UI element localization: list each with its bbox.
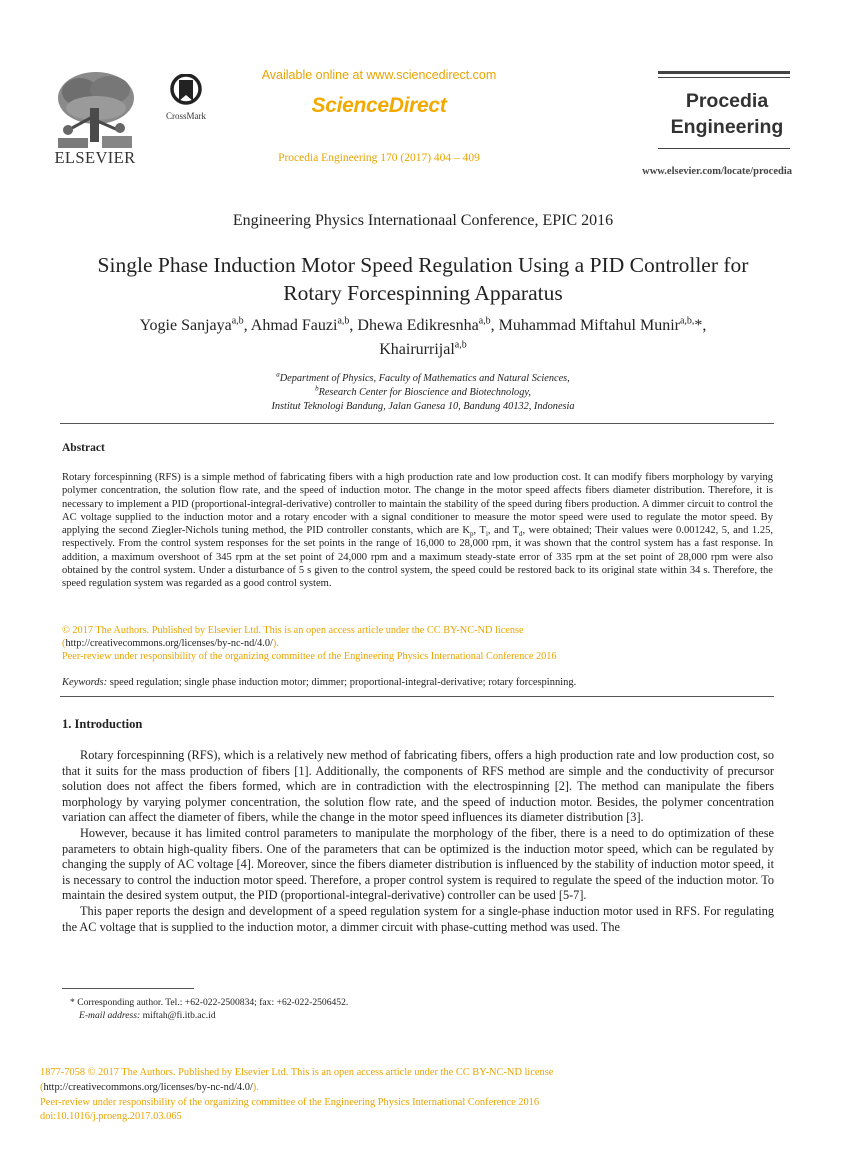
intro-paragraph: This paper reports the design and development of a speed regulation system for a single-phase induction motor used in RFS. For regulating the AC voltage that is supplied to the induction motor, a dimmer circuit with phase-cutting method was used. The — [62, 903, 774, 934]
intro-paragraph: Rotary forcespinning (RFS), which is a relatively new method of fabricating fibers, offers a high production rate and low production cost, so that it suits for the mass production of fibers [1]. Additionally, the components of RFS method are simple and the conductivity of precursor solution does not affect the fibers formed, which are in contradiction with the electrospinning [2]. The method can manipulate the fibers morphology by varying polymer concentration, the solution flow rate, and the speed of induction motor. Besides, the polymer concentration variation can affect the diameter of fibers, while the change in the motor speed influences its diameter distribution [3]. — [62, 748, 774, 825]
conference-name: Engineering Physics Internationaal Conference, EPIC 2016 — [232, 212, 614, 229]
keywords — [62, 677, 773, 688]
copyright-line: © 2017 The Authors. Published by Elsevier Ltd. This is an open access article under the CC BY-NC-ND license — [62, 625, 524, 636]
crossmark-label[interactable]: CrossMark — [166, 111, 206, 121]
affiliation-b — [60, 386, 786, 400]
footnote — [70, 996, 770, 1023]
abstract-top-rule — [60, 423, 774, 424]
author-name: Yogie Sanjaya — [139, 317, 232, 334]
affiliation-a-text: Department of Physics, Faculty of Mathematics and Natural Sciences, — [279, 373, 570, 384]
author-separator: *, — [694, 317, 707, 334]
footer-copyright: 1877-7058 © 2017 The Authors. Published by Elsevier Ltd. This is an open access article under the CC BY-NC-ND license — [40, 1067, 554, 1078]
journal-rule-thin — [658, 77, 790, 78]
sciencedirect-logo: ScienceDirect — [311, 94, 447, 117]
author-affiliation-sup: a,b — [454, 339, 467, 351]
author-name: Khairurrijal — [379, 341, 455, 358]
journal-name-line1: Procedia — [685, 90, 769, 112]
journal-url[interactable]: www.elsevier.com/locate/procedia — [642, 166, 792, 177]
peer-review-line: Peer-review under responsibility of the organizing committee of the Engineering Physics International Conference 2016 — [62, 651, 557, 663]
sub-p: p — [470, 530, 474, 539]
journal-rule-bottom — [658, 148, 790, 149]
paper-title-line2: Rotary Forcespinning Apparatus — [283, 281, 563, 305]
sub-i: i — [485, 530, 488, 539]
license-line — [62, 637, 773, 650]
keywords-label: Keywords: — [62, 677, 108, 688]
author-affiliation-sup: a,b, — [679, 315, 695, 327]
author-name: Muhammad Miftahul Munir — [498, 317, 680, 334]
email-address[interactable]: miftah@fi.itb.ac.id — [140, 1010, 216, 1022]
author-separator: , — [349, 317, 358, 334]
journal-rule-thick — [658, 71, 790, 74]
footer-license-link[interactable]: http://creativecommons.org/licenses/by-nc-nd/4.0/ — [43, 1081, 253, 1093]
email-label: E-mail address: — [79, 1010, 141, 1022]
abstract-bottom-rule — [60, 696, 774, 697]
footer-license-open: ( — [40, 1081, 44, 1093]
abstract-text-part3: , and T — [487, 525, 520, 536]
elsevier-tree-logo-icon — [50, 68, 138, 150]
abstract-license — [62, 624, 773, 664]
abstract-heading: Abstract — [62, 442, 105, 454]
footnote-rule — [62, 988, 194, 989]
footer-doi[interactable]: doi:10.1016/j.proeng.2017.03.065 — [40, 1111, 182, 1123]
footer-peer-review: Peer-review under responsibility of the organizing committee of the Engineering Physics International Conference 2016 — [40, 1096, 540, 1108]
abstract-text-part4: , were obtained; Their values were 0.001242, 5, and 1.25, respectively. From the control system responses for the set points in the range of 16,000 to 28,000 rpm, it was shown that the control system has a fast response. In addition, a maximum overshoot of 345 rpm at the set point of 24,000 rpm and a maximum steady-state error of 335 rpm at the set point of 28,000 rpm were also obtained by the control system. Under a disturbance of 5 s given to the control system, the speed could be restored back to its original state within 34 s. Therefore, the speed regulation system was regarded as a good control system. — [62, 525, 774, 589]
paper-title — [55, 251, 791, 307]
journal-name-line2: Engineering — [670, 116, 784, 138]
keywords-list: speed regulation; single phase induction motor; dimmer; proportional-integral-derivative; rotary forcespinning. — [107, 677, 577, 688]
affiliation-institution: Institut Teknologi Bandung, Jalan Ganesa 10, Bandung 40132, Indonesia — [271, 401, 575, 412]
journal-reference: Procedia Engineering 170 (2017) 404 – 409 — [278, 152, 480, 164]
license-open: ( — [62, 638, 66, 650]
license-link[interactable]: http://creativecommons.org/licenses/by-nc-nd/4.0/ — [65, 638, 273, 650]
author-list — [60, 314, 786, 362]
license-close: ). — [272, 638, 279, 650]
abstract-text-part1: Rotary forcespinning (RFS) is a simple method of fabricating fibers with a high production rate and low production cost. It can modify fibers morphology by varying polymer concentration, the solution flow rate, and the speed of induction motor. The change in the motor speed affects fibers diameter distribution. Therefore, it is necessary to implement a PID (proportional-integral-derivative) controller to maintain the stability of the speed during fibers production. A dimmer circuit to control the AC voltage supplied to the induction motor and a rotary encoder with a signal conditioner to measure the motor speed were used to regulate the motor speed. By applying the second Ziegler-Nichols tuning method, the PID controller constants, which are K — [62, 472, 773, 536]
author-separator: , — [243, 317, 251, 334]
crossmark-icon[interactable] — [170, 74, 202, 110]
affiliations — [60, 372, 786, 414]
email-line — [70, 1009, 770, 1022]
corresponding-author: * Corresponding author. Tel.: +62-022-2500834; fax: +62-022-2506452. — [70, 997, 349, 1008]
abstract-text-part2: , T — [473, 525, 486, 536]
publisher-name: ELSEVIER — [54, 148, 136, 167]
introduction-body — [62, 748, 774, 935]
author-affiliation-sup: a,b — [337, 315, 350, 327]
affiliation-a-label: a — [276, 370, 280, 379]
affiliation-b-label: b — [315, 384, 319, 393]
author-name: Dhewa Edikresnha — [357, 317, 479, 334]
abstract-body — [62, 471, 773, 590]
footer-license-close: ). — [252, 1081, 259, 1093]
paper-title-line1: Single Phase Induction Motor Speed Regulation Using a PID Controller for — [97, 253, 749, 277]
page-footer — [40, 1066, 760, 1125]
journal-name — [662, 88, 792, 140]
author-affiliation-sup: a,b — [478, 315, 491, 327]
section-heading-introduction: 1. Introduction — [62, 717, 143, 731]
author-separator: , — [490, 317, 499, 334]
affiliation-b-text: Research Center for Bioscience and Biotechnology, — [318, 387, 531, 398]
affiliation-a — [60, 372, 786, 386]
footer-license-line — [40, 1081, 760, 1096]
intro-paragraph: However, because it has limited control parameters to manipulate the morphology of the fiber, there is a need to do optimization of these parameters to obtain high-quality fibers. One of the parameters that can be optimized is the induction motor speed, which can be regulated by changing the supply of AC voltage [4]. Moreover, since the fibers diameter distribution is influenced by the stability of induction motor speed, it is necessary to control the induction motor speed. Therefore, a proper control system is required to regulate the speed of the induction motor. To maintain the desired system output, the PID (proportional-integral-derivative) controller can be used [5-7]. — [62, 825, 774, 903]
author-name: Ahmad Fauzi — [250, 317, 338, 334]
sub-d: d — [519, 530, 523, 539]
available-online-text: Available online at www.sciencedirect.com — [261, 68, 497, 82]
author-affiliation-sup: a,b — [231, 315, 244, 327]
